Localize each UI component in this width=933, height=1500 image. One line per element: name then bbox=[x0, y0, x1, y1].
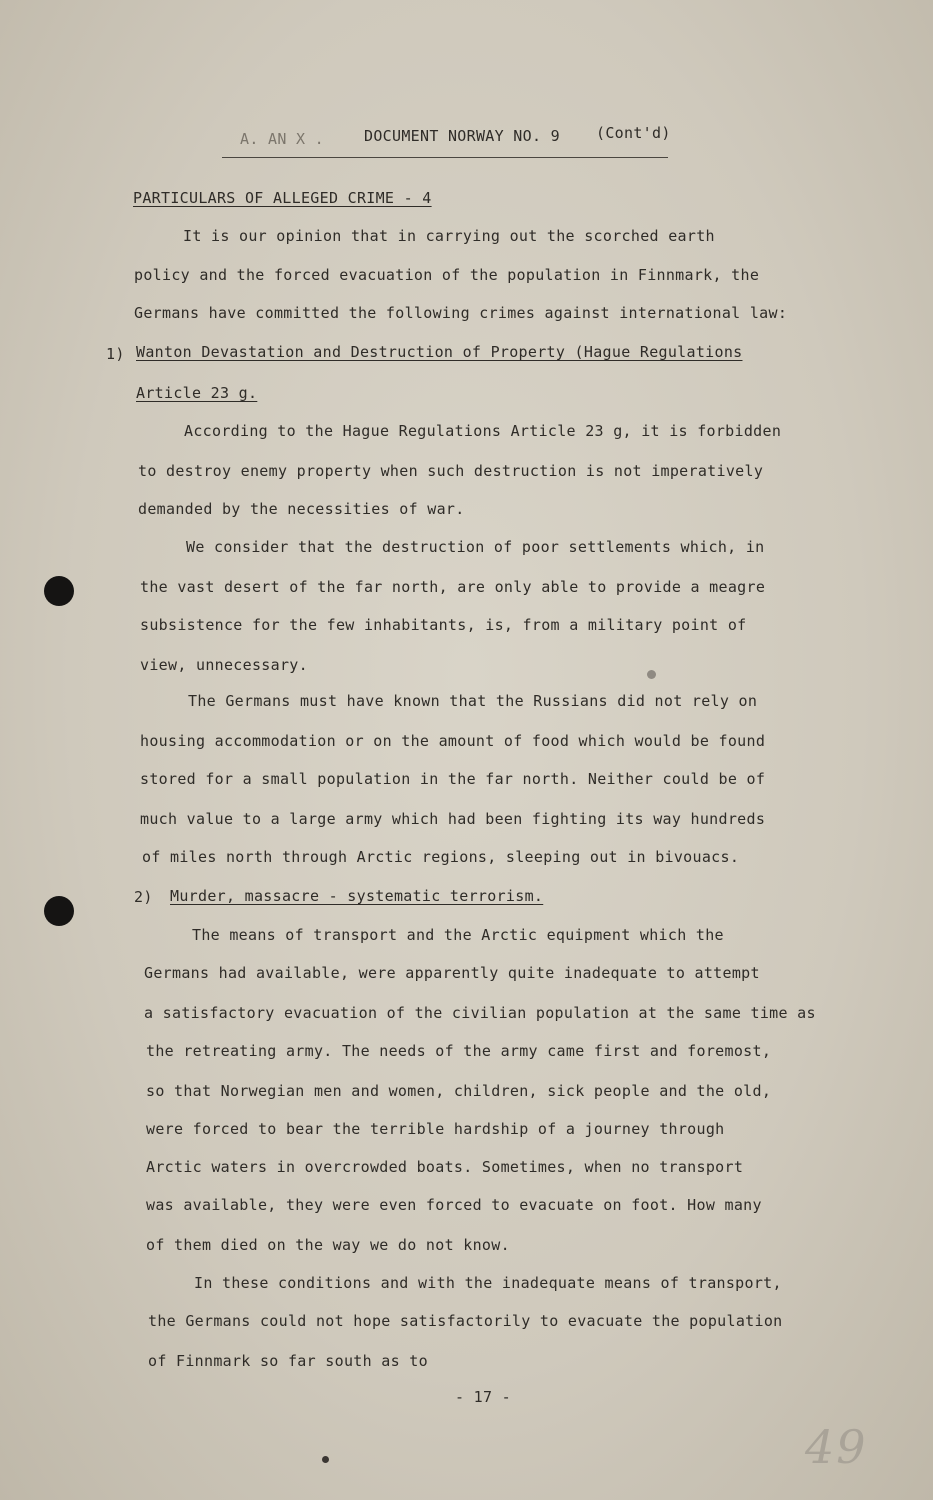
intro-line: Germans have committed the following crimes against international law: bbox=[134, 304, 788, 322]
continued-label: (Cont'd) bbox=[596, 124, 671, 142]
header-prefix: A. AN X . bbox=[240, 130, 324, 148]
paragraph-line: of them died on the way we do not know. bbox=[146, 1236, 510, 1254]
item-number: 2) bbox=[134, 888, 153, 906]
paragraph-line: stored for a small population in the far north. Neither could be of bbox=[140, 770, 766, 788]
item-number: 1) bbox=[106, 345, 125, 363]
intro-line: It is our opinion that in carrying out the scorched earth bbox=[183, 227, 715, 245]
page-number: - 17 - bbox=[455, 1388, 511, 1406]
paragraph-line: to destroy enemy property when such destruction is not imperatively bbox=[138, 462, 764, 480]
paragraph-line: were forced to bear the terrible hardship of a journey through bbox=[146, 1120, 725, 1138]
paragraph-line: The means of transport and the Arctic equipment which the bbox=[192, 926, 724, 944]
paragraph-line: Arctic waters in overcrowded boats. Sometimes, when no transport bbox=[146, 1158, 744, 1176]
paragraph-line: subsistence for the few inhabitants, is, from a military point of bbox=[140, 616, 747, 634]
section-title: PARTICULARS OF ALLEGED CRIME - 4 bbox=[133, 189, 432, 207]
ink-spot-icon bbox=[647, 670, 656, 679]
paragraph-line: We consider that the destruction of poor settlements which, in bbox=[186, 538, 765, 556]
paragraph-line: of Finnmark so far south as to bbox=[148, 1352, 428, 1370]
intro-line: policy and the forced evacuation of the population in Finnmark, the bbox=[134, 266, 760, 284]
paragraph-line: much value to a large army which had been fighting its way hundreds bbox=[140, 810, 766, 828]
punch-hole-icon bbox=[44, 576, 74, 606]
paragraph-line: was available, they were even forced to evacuate on foot. How many bbox=[146, 1196, 762, 1214]
paragraph-line: housing accommodation or on the amount of food which would be found bbox=[140, 732, 766, 750]
punch-hole-icon bbox=[44, 896, 74, 926]
item-heading: Wanton Devastation and Destruction of Property (Hague Regulations bbox=[136, 343, 743, 361]
ink-spot-icon bbox=[322, 1456, 329, 1463]
paragraph-line: view, unnecessary. bbox=[140, 656, 308, 674]
paragraph-line: According to the Hague Regulations Article 23 g, it is forbidden bbox=[184, 422, 782, 440]
paragraph-line: the Germans could not hope satisfactorily to evacuate the population bbox=[148, 1312, 783, 1330]
paragraph-line: The Germans must have known that the Russians did not rely on bbox=[188, 692, 758, 710]
paragraph-line: the retreating army. The needs of the army came first and foremost, bbox=[146, 1042, 772, 1060]
paragraph-line: a satisfactory evacuation of the civilian population at the same time as bbox=[144, 1004, 816, 1022]
paragraph-line: so that Norwegian men and women, children, sick people and the old, bbox=[146, 1082, 772, 1100]
document-reference: DOCUMENT NORWAY NO. 9 bbox=[364, 127, 560, 145]
paragraph-line: demanded by the necessities of war. bbox=[138, 500, 465, 518]
item-heading: Article 23 g. bbox=[136, 384, 258, 402]
handwritten-folio-number: 49 bbox=[805, 1420, 868, 1474]
paragraph-line: In these conditions and with the inadequate means of transport, bbox=[194, 1274, 782, 1292]
paragraph-line: the vast desert of the far north, are only able to provide a meagre bbox=[140, 578, 766, 596]
item-heading: Murder, massacre - systematic terrorism. bbox=[170, 887, 544, 905]
header-underline bbox=[222, 157, 668, 158]
paragraph-line: Germans had available, were apparently quite inadequate to attempt bbox=[144, 964, 760, 982]
paragraph-line: of miles north through Arctic regions, sleeping out in bivouacs. bbox=[142, 848, 740, 866]
